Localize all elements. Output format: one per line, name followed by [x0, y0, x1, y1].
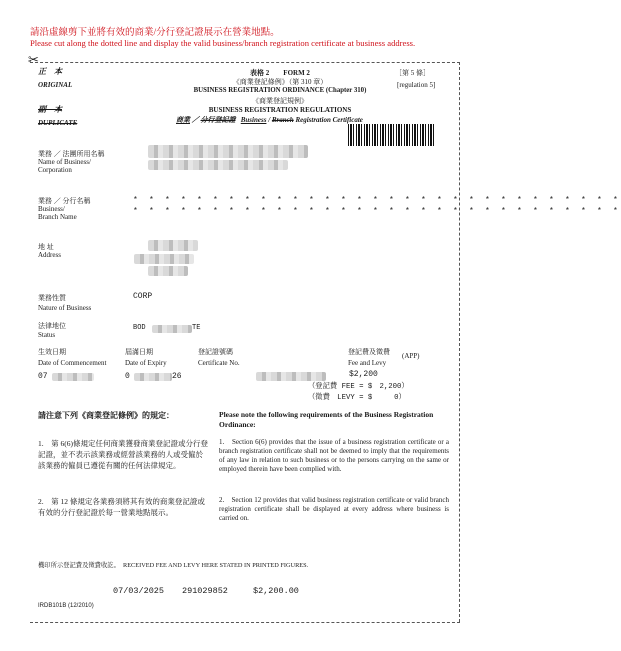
cert-zh-business: 商業 — [176, 116, 190, 124]
status-label-zh: 法律地位 — [38, 322, 66, 330]
form-code: IRDB101B (12/2010) — [38, 603, 94, 609]
duplicate-label-zh: 副 本 — [38, 105, 62, 114]
app-tag: (APP) — [402, 352, 420, 360]
scissors-icon: ✂ — [28, 53, 39, 68]
address-label-en: Address — [38, 251, 61, 259]
cert-en-branch: Branch — [271, 116, 294, 124]
nature-value: CORP — [133, 292, 153, 301]
regulations-zh: 《商業登記規例》 — [252, 97, 308, 105]
fee-total: $2,200 — [349, 370, 378, 379]
cut-line-right — [459, 62, 460, 622]
expiry-label-en: Date of Expiry — [125, 359, 167, 367]
branch-label-en1: Business/ — [38, 205, 65, 213]
business-name-redacted-2 — [148, 160, 288, 170]
print-date: 07/03/2025 — [113, 586, 165, 596]
original-label-en: ORIGINAL — [38, 81, 73, 89]
expiry-redacted — [134, 373, 172, 381]
cert-zh-sep: ／ — [191, 116, 199, 124]
notes-heading-zh: 請注意下列《商業登記條例》的規定： — [38, 411, 174, 420]
cert-en-tail: Registration Certificate — [295, 116, 363, 124]
cut-line-bottom — [30, 622, 460, 623]
fee-label-zh: 登記費及徵費 — [348, 348, 390, 356]
note-1-en: 1. Section 6(6) provides that the issue of a business registration certificate or a branch registration certificate shall not be deemed to imply that the requirements of any law in relation to such business or to the persons carrying on the same or employed therein have been complied with. — [219, 438, 449, 473]
regulations-en: BUSINESS REGISTRATION REGULATIONS — [208, 106, 352, 114]
fee-line: （登記費 FEE = $ 2,200） — [308, 383, 409, 391]
branch-label-zh: 業務 ／ 分行名稱 — [38, 197, 91, 205]
branch-stars-line1: * * * * * * * * * * * * * * * * * * * * * * * * * * * * * * * — [133, 196, 621, 205]
cert-no-redacted — [256, 372, 326, 381]
received-statement: 機印所示登記費及徵費收訖。 RECEIVED FEE AND LEVY HERE STATED IN PRINTED FIGURES. — [38, 562, 309, 569]
print-number: 291029852 — [182, 586, 228, 596]
cut-line-top — [30, 62, 460, 63]
address-redacted-2 — [134, 254, 194, 264]
cut-instruction-en: Please cut along the dotted line and display the valid business/branch registration certificate at business address. — [30, 38, 416, 48]
branch-stars-line2: * * * * * * * * * * * * * * * * * * * * * * * * * * * * * * * — [133, 207, 621, 216]
address-redacted-1 — [148, 240, 198, 251]
commence-label-zh: 生效日期 — [38, 348, 66, 356]
ordinance-en: BUSINESS REGISTRATION ORDINANCE (Chapter 310) — [193, 87, 367, 94]
commence-redacted — [52, 373, 94, 381]
status-value-b: TE — [192, 324, 201, 332]
expiry-value-b: 26 — [172, 372, 182, 381]
certificate-type — [176, 116, 363, 125]
fee-label-en: Fee and Levy — [348, 359, 387, 367]
nature-label-en: Nature of Business — [38, 304, 92, 312]
status-value-a: BOD — [133, 324, 146, 332]
cert-no-label-zh: 登記證號碼 — [198, 348, 233, 356]
commence-value: 07 — [38, 372, 48, 381]
branch-label-en2: Branch Name — [38, 213, 77, 221]
print-amount: $2,200.00 — [253, 586, 299, 596]
status-label-en: Status — [38, 331, 56, 339]
cut-instruction-zh: 請沿虛線剪下並將有效的商業/分行登記證展示在營業地點。 — [30, 28, 280, 38]
original-label-zh: 正 本 — [38, 67, 62, 76]
note-2-zh: 2. 第 12 條規定各業務須將其有效的商業登記證或有效的分行登記證於每一營業地點展示。 — [38, 497, 205, 517]
note-2-en: 2. Section 12 provides that valid business registration certificate or valid branch registration certificate shall be displayed at every address where business is carried on. — [219, 496, 449, 522]
cert-en-sep: / — [268, 116, 271, 124]
levy-line: （徵費 LEVY = $ 0） — [308, 394, 406, 402]
form-number: 表格 2 FORM 2 — [250, 69, 310, 77]
duplicate-label-en: DUPLICATE — [38, 119, 78, 127]
name-label-en1: Name of Business/ — [38, 158, 91, 166]
note-1-zh: 1. 第 6(6)條規定任何商業獲發商業登記證或分行登記證，並不表示該業務或經營該業務的人或受僱於該業務的僱員已遵從有關的任何法律規定。 — [38, 439, 208, 470]
barcode — [348, 124, 434, 146]
regulation-no-en: [regulation 5] — [397, 81, 436, 89]
status-redacted — [152, 325, 192, 333]
name-label-en2: Corporation — [38, 166, 72, 174]
expiry-value-a: 0 — [125, 372, 130, 381]
notes-heading-en: Please note the following requirements of the Business Registration Ordinance: — [219, 410, 434, 429]
nature-label-zh: 業務性質 — [38, 294, 66, 302]
address-label-zh: 地 址 — [38, 243, 54, 251]
address-redacted-3 — [148, 266, 188, 276]
expiry-label-zh: 屆滿日期 — [125, 348, 153, 356]
business-name-redacted — [148, 145, 308, 158]
cert-no-label-en: Certificate No. — [198, 359, 240, 367]
name-label-zh: 業務 ／ 法團所用名稱 — [38, 150, 105, 158]
regulation-no-zh: ［第 5 條］ — [395, 69, 430, 77]
ordinance-zh: 《商業登記條例》（第 310 章） — [232, 78, 328, 86]
commence-label-en: Date of Commencement — [38, 359, 107, 367]
cert-en-business: Business — [240, 116, 267, 124]
cert-zh-branch: 分行登記證 — [200, 116, 236, 124]
